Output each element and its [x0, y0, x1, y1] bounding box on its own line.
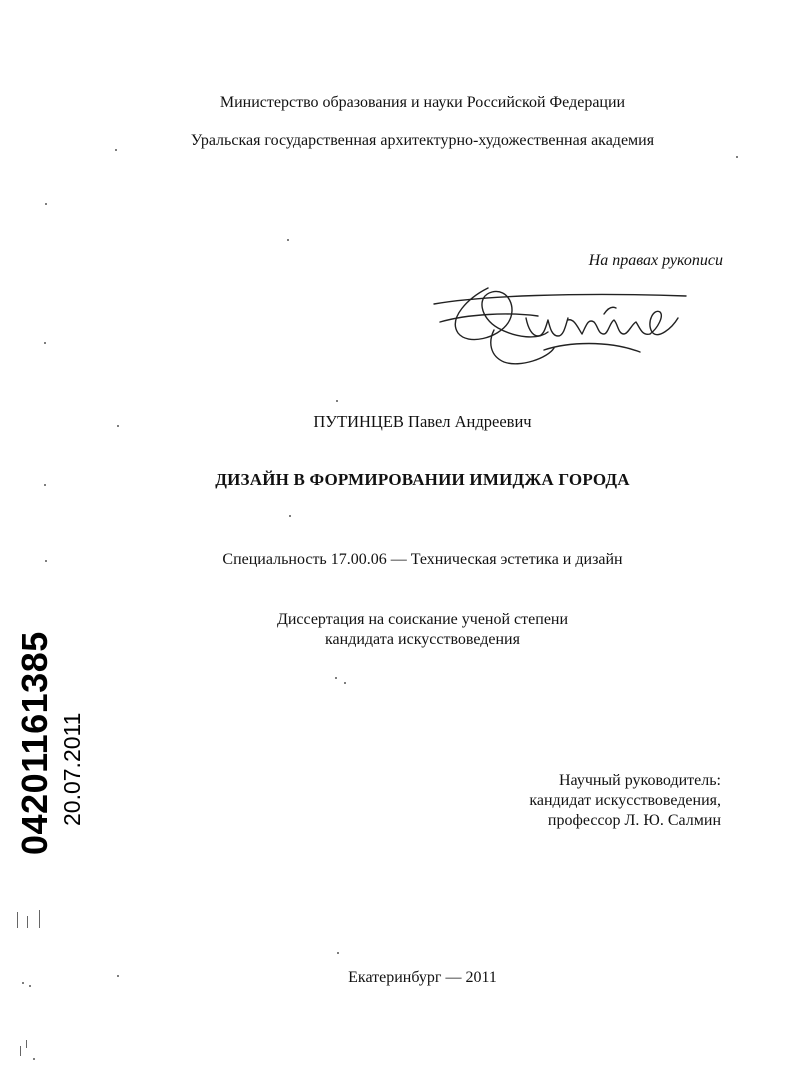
thesis-title: ДИЗАЙН В ФОРМИРОВАНИИ ИМИДЖА ГОРОДА [215, 470, 630, 489]
academy-name: Уральская государственная архитектурно-художественная академия [190, 132, 655, 149]
handwritten-signature [428, 278, 690, 370]
advisor-degree: кандидат искусствоведения, [529, 792, 721, 809]
degree-statement [26, 610, 793, 650]
author-name: ПУТИНЦЕВ Павел Андреевич [313, 412, 532, 431]
specialty-line: Специальность 17.00.06 — Техническая эстетика и дизайн [222, 551, 623, 568]
advisor-name: профессор Л. Ю. Салмин [547, 812, 721, 829]
archive-stamp-number: 04201161385 [14, 631, 55, 855]
degree-line-1: Диссертация на соискание ученой степени [276, 611, 569, 628]
manuscript-rights-note: На правах рукописи [588, 252, 723, 269]
degree-line-2: кандидата искусствоведения [325, 631, 520, 648]
ministry-name: Министерство образования и науки Российской Федерации [219, 94, 626, 111]
advisor-block [529, 771, 721, 831]
advisor-heading: Научный руководитель: [558, 772, 721, 789]
city-year: Екатеринбург — 2011 [348, 969, 497, 986]
archive-stamp-date: 20.07.2011 [59, 712, 85, 826]
